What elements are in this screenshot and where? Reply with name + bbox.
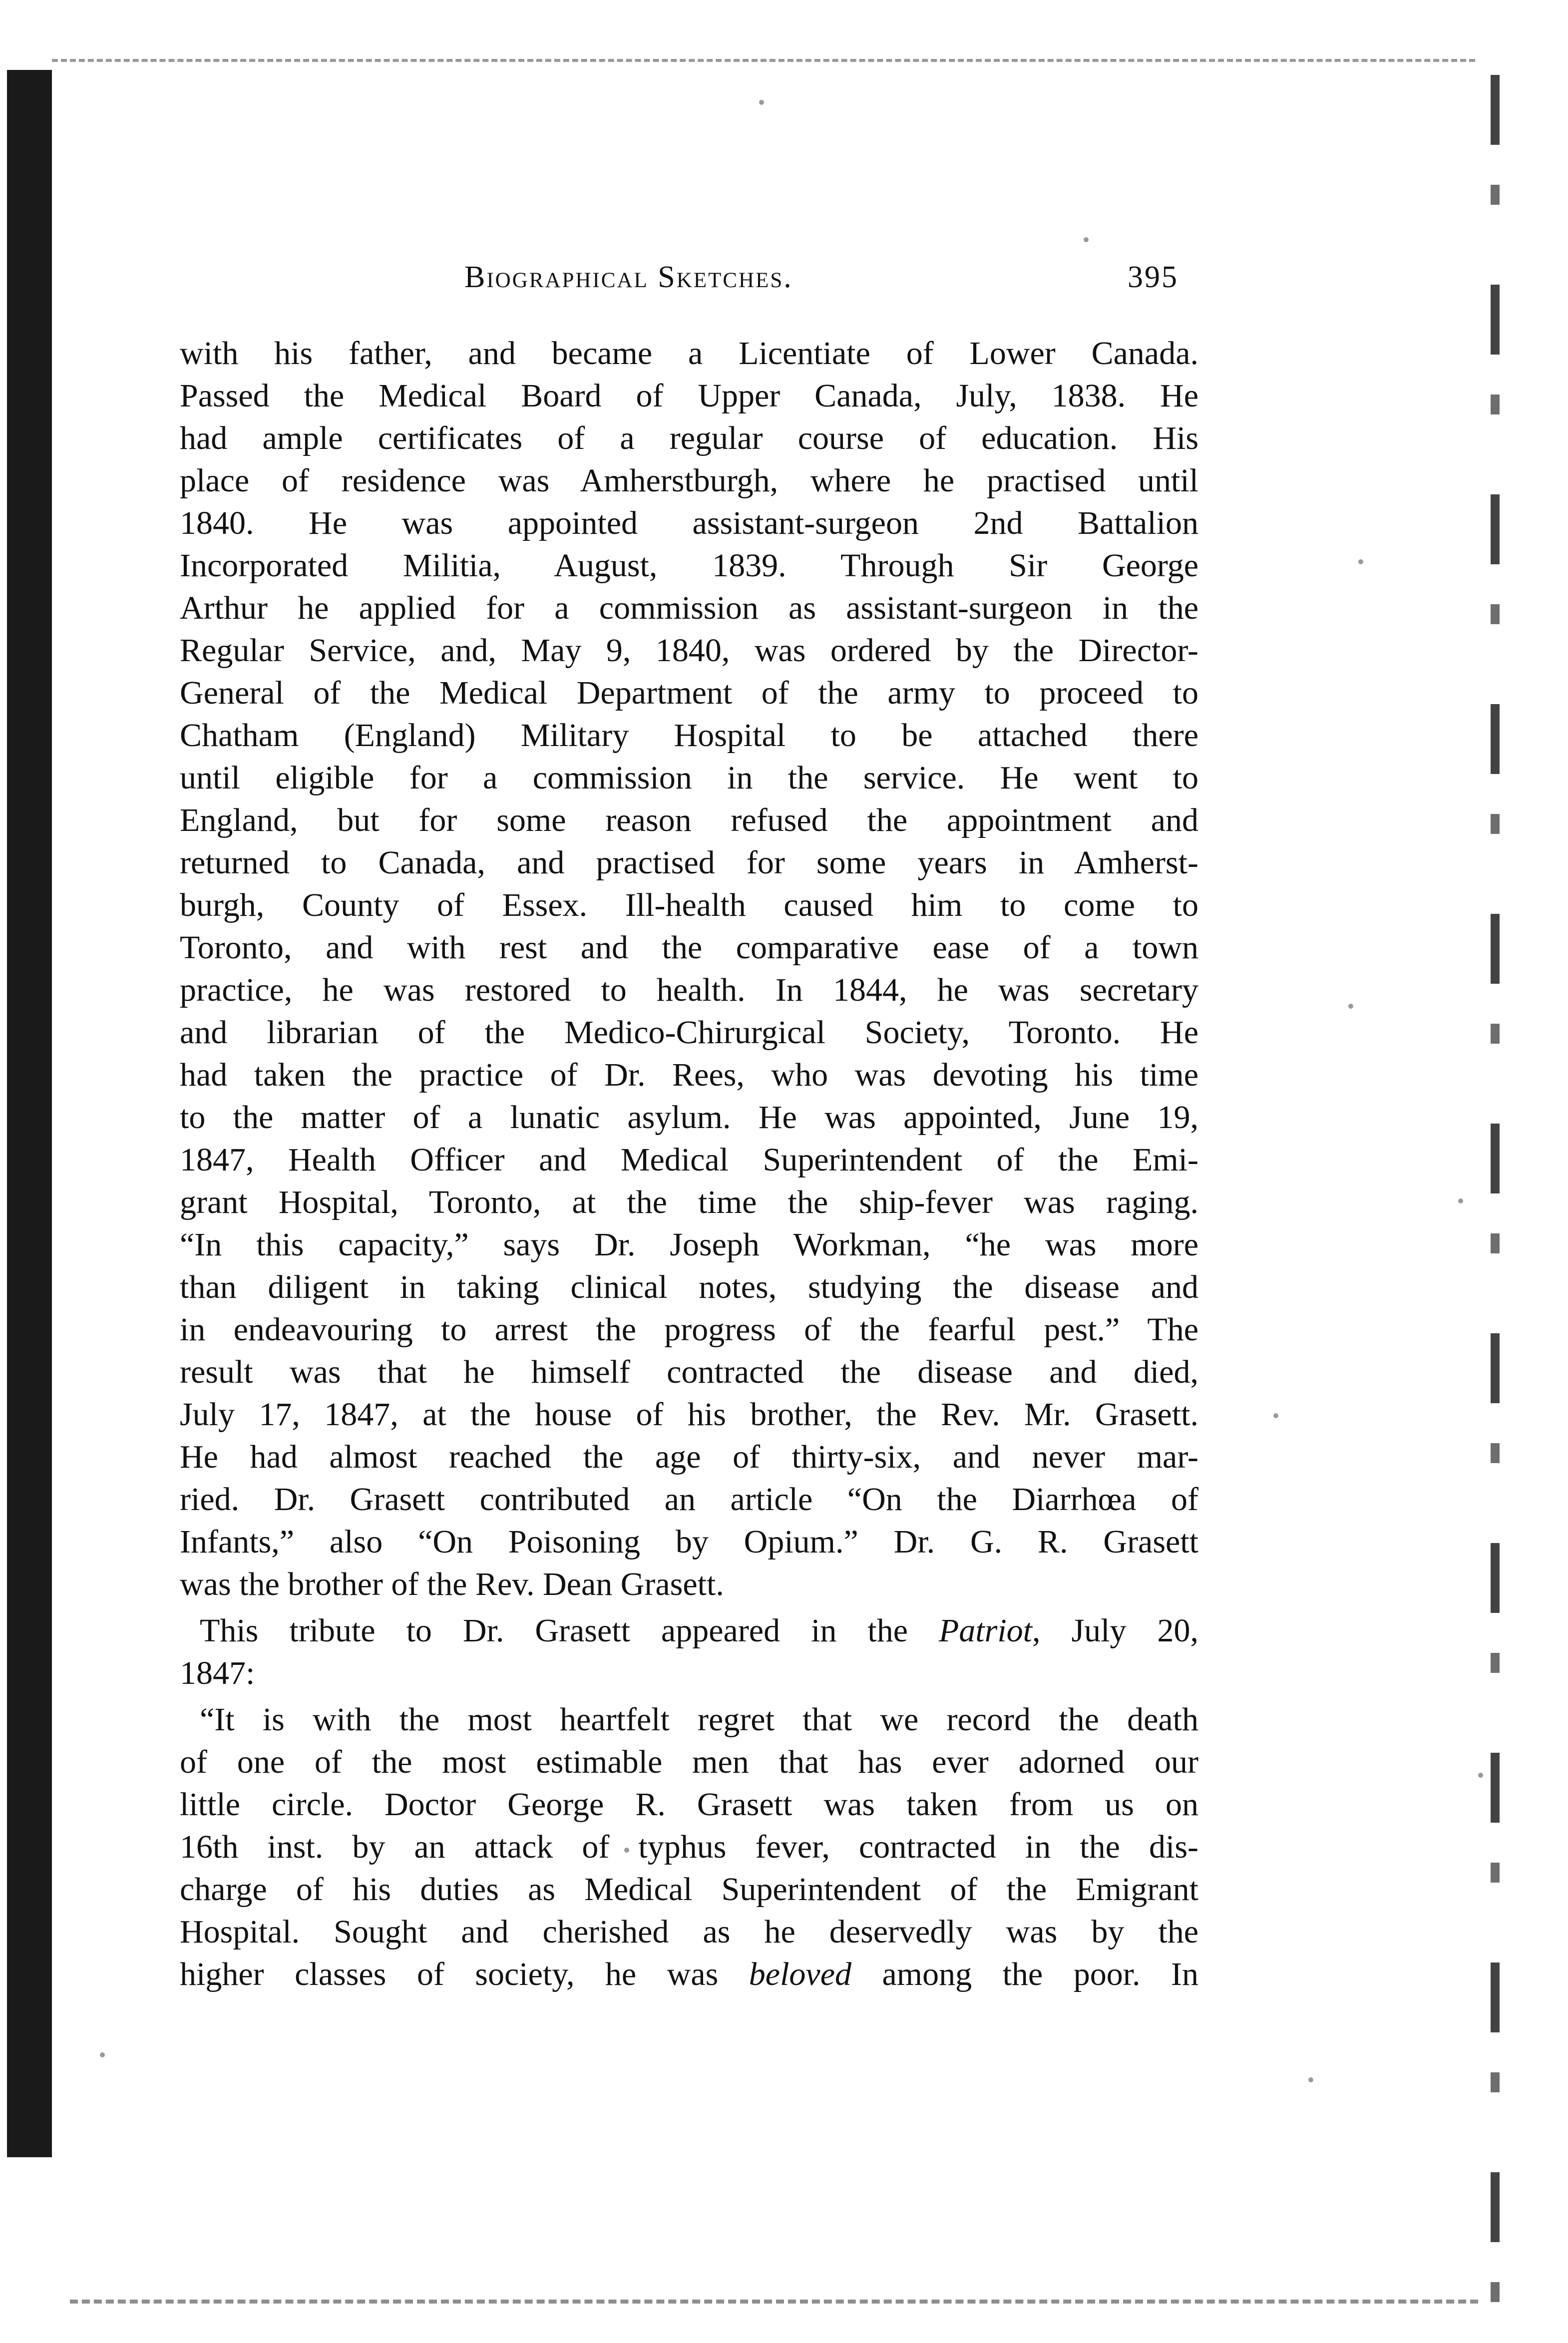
text-line: to the matter of a lunatic asylum. He was appointed, June 19, bbox=[180, 1099, 1198, 1136]
text-line: had ample certificates of a regular course of education. His bbox=[180, 420, 1198, 456]
text-line: until eligible for a commission in the service. He went to bbox=[180, 760, 1198, 796]
emphasized-word: beloved bbox=[749, 1956, 852, 1992]
text-line: returned to Canada, and practised for some years in Amherst- bbox=[180, 844, 1198, 881]
scan-top-edge bbox=[52, 59, 1475, 65]
body-text bbox=[180, 332, 1198, 1995]
text-line: little circle. Doctor George R. Grasett was taken from us on bbox=[180, 1786, 1198, 1823]
text-line: 1847, Health Officer and Medical Superintendent of the Emi- bbox=[180, 1142, 1198, 1178]
scan-speck bbox=[1458, 1198, 1463, 1203]
text-line: in endeavouring to arrest the progress of the fearful pest.” The bbox=[180, 1311, 1198, 1348]
text-line: “In this capacity,” says Dr. Joseph Workman, “he was more bbox=[180, 1226, 1198, 1263]
text-line: burgh, County of Essex. Ill-health caused him to come to bbox=[180, 887, 1198, 923]
text-line: Chatham (England) Military Hospital to be attached there bbox=[180, 717, 1198, 754]
text-line: 1840. He was appointed assistant-surgeon 2nd Battalion bbox=[180, 505, 1198, 541]
paragraph-tribute-quote-end bbox=[180, 1953, 1198, 1995]
text-line: “It is with the most heartfelt regret that we record the death bbox=[200, 1701, 1198, 1738]
text-line: Toronto, and with rest and the comparative ease of a town bbox=[180, 929, 1198, 966]
text-line: was the brother of the Rev. Dean Grasett. bbox=[180, 1566, 724, 1602]
scan-right-edge bbox=[1491, 75, 1500, 2312]
text-line: than diligent in taking clinical notes, studying the disease and bbox=[180, 1269, 1198, 1305]
scan-speck bbox=[1084, 237, 1089, 242]
text-line: England, but for some reason refused the appointment and bbox=[180, 802, 1198, 838]
text-line: This tribute to Dr. Grasett appeared in the Patriot, July 20, bbox=[200, 1612, 1198, 1649]
text-line: He had almost reached the age of thirty-six, and never mar- bbox=[180, 1439, 1198, 1475]
scan-binding-shadow bbox=[7, 70, 52, 2157]
scan-speck bbox=[1308, 2077, 1313, 2082]
text-line: and librarian of the Medico-Chirurgical Society, Toronto. He bbox=[180, 1014, 1198, 1051]
text-line: result was that he himself contracted the disease and died, bbox=[180, 1354, 1198, 1390]
newspaper-name: Patriot bbox=[939, 1612, 1033, 1649]
text-line: Regular Service, and, May 9, 1840, was ordered by the Director- bbox=[180, 632, 1198, 669]
page-number: 395 bbox=[1128, 260, 1178, 294]
text-line: charge of his duties as Medical Superintendent of the Emigrant bbox=[180, 1871, 1198, 1908]
text-line: ried. Dr. Grasett contributed an article “On the Diarrhœa of bbox=[180, 1481, 1198, 1518]
text-line: practice, he was restored to health. In 1844, he was secretary bbox=[180, 972, 1198, 1008]
text-line: Incorporated Militia, August, 1839. Through Sir George bbox=[180, 547, 1198, 584]
text-line: had taken the practice of Dr. Rees, who was devoting his time bbox=[180, 1057, 1198, 1093]
text-line: Infants,” also “On Poisoning by Opium.” Dr. G. R. Grasett bbox=[180, 1524, 1198, 1560]
running-head bbox=[180, 260, 1178, 305]
scan-speck bbox=[100, 2052, 105, 2057]
scan-speck bbox=[759, 100, 764, 105]
scan-speck bbox=[1348, 1004, 1353, 1009]
text-line: Passed the Medical Board of Upper Canada, July, 1838. He bbox=[180, 378, 1198, 414]
paragraph-tribute-quote bbox=[180, 1698, 1198, 1953]
text-line: Hospital. Sought and cherished as he deservedly was by the bbox=[180, 1914, 1198, 1950]
running-title: Biographical Sketches. bbox=[464, 260, 793, 294]
text-line: July 17, 1847, at the house of his brother, the Rev. Mr. Grasett. bbox=[180, 1396, 1198, 1433]
text-line: higher classes of society, he was beloved among the poor. In bbox=[180, 1956, 1198, 1992]
text-line: General of the Medical Department of the army to proceed to bbox=[180, 675, 1198, 711]
text-line: Arthur he applied for a commission as assistant-surgeon in the bbox=[180, 590, 1198, 626]
text-line: of one of the most estimable men that has ever adorned our bbox=[180, 1744, 1198, 1780]
text-line: grant Hospital, Toronto, at the time the ship-fever was raging. bbox=[180, 1184, 1198, 1220]
scan-speck bbox=[1273, 1413, 1278, 1418]
paragraph-biography bbox=[180, 332, 1198, 1605]
text-line: place of residence was Amherstburgh, where he practised until bbox=[180, 462, 1198, 499]
text-line: 1847: bbox=[180, 1655, 255, 1691]
text-line: with his father, and became a Licentiate of Lower Canada. bbox=[180, 335, 1198, 372]
scan-bottom-edge bbox=[70, 2300, 1478, 2308]
paragraph-tribute-intro bbox=[180, 1609, 1198, 1694]
text-line: 16th inst. by an attack of typhus fever, contracted in the dis- bbox=[180, 1829, 1198, 1865]
scan-speck bbox=[1478, 1773, 1483, 1778]
scan-speck bbox=[1358, 559, 1363, 564]
